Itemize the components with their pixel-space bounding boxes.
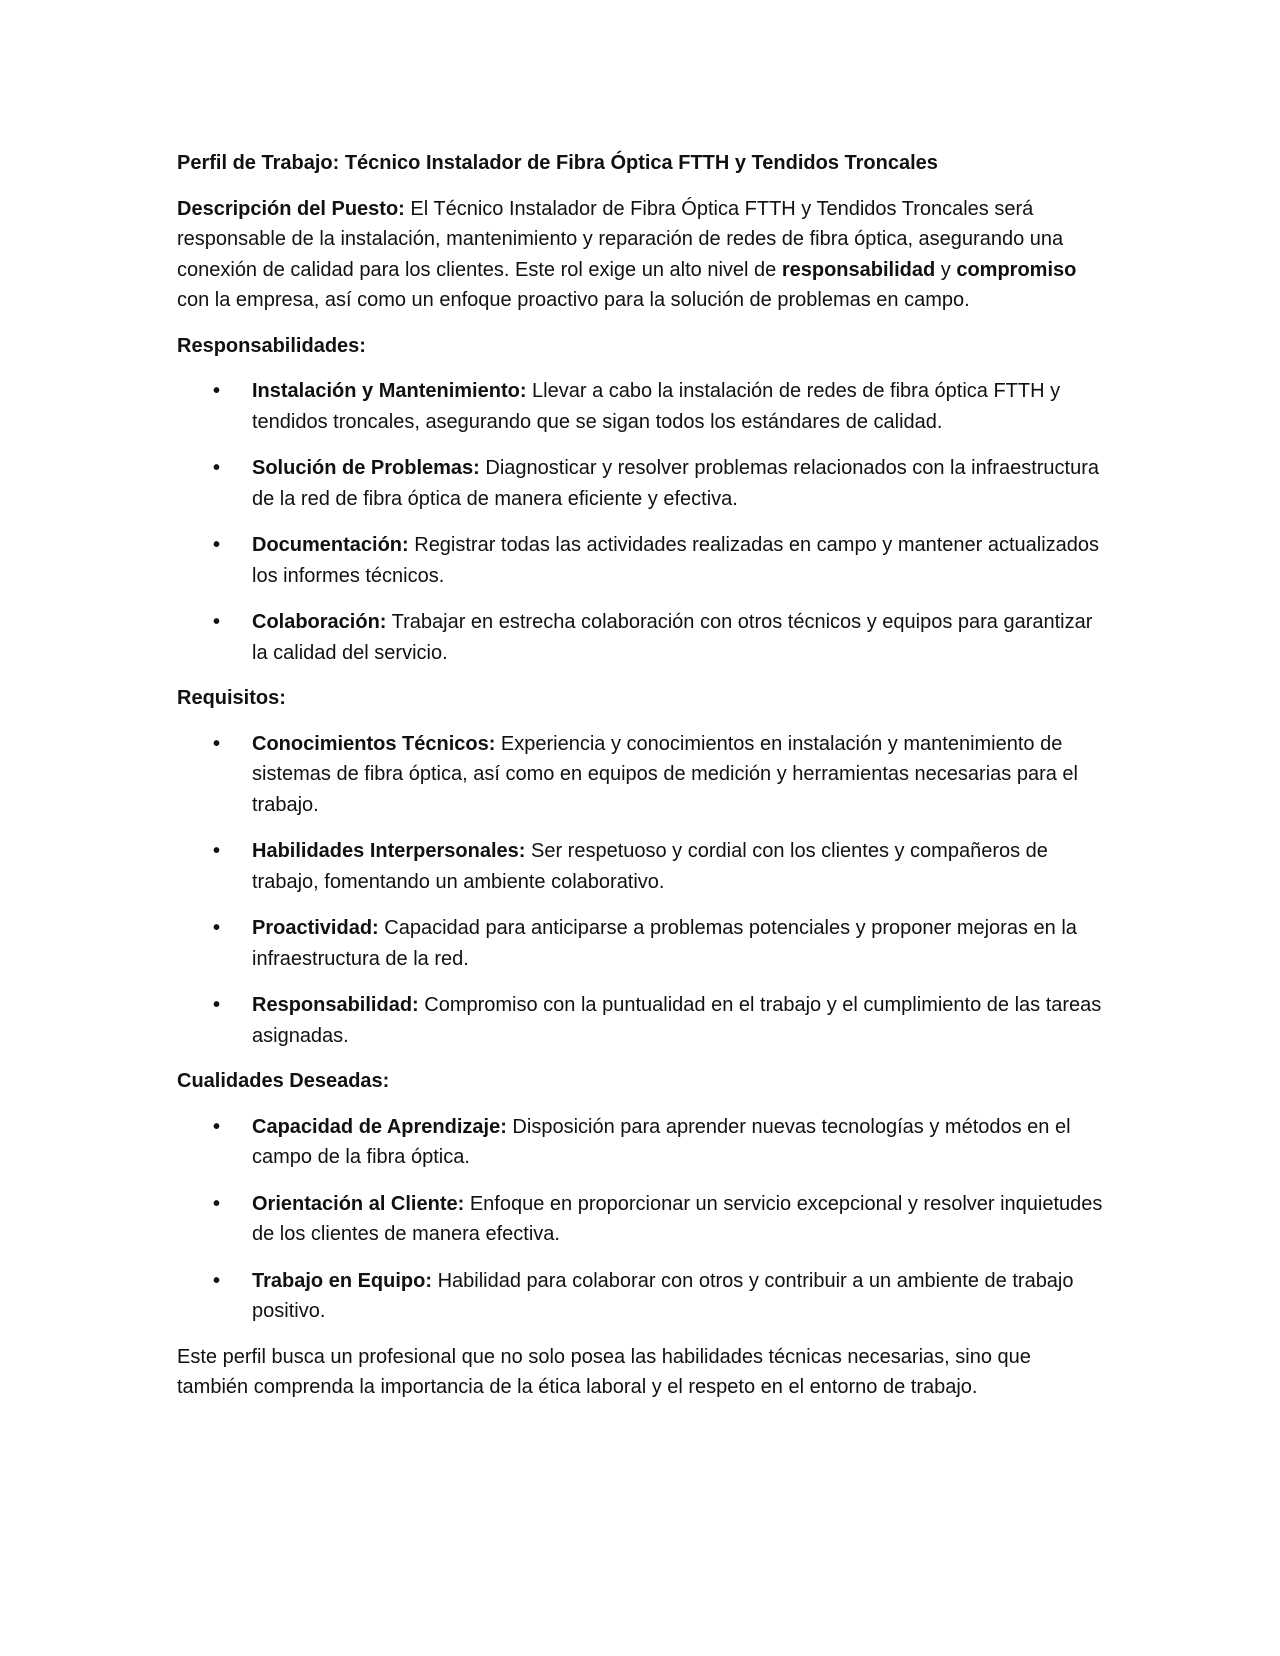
bullet-icon: • xyxy=(213,611,221,633)
description-label: Descripción del Puesto: xyxy=(177,197,405,220)
description-bold-responsabilidad: responsabilidad xyxy=(781,258,936,281)
description-bold-compromiso: compromiso xyxy=(956,258,1077,281)
list-item xyxy=(177,836,1107,897)
item-text: Habilidad para colaborar con otros y contribuir a un ambiente de trabajo positivo. xyxy=(252,1269,1074,1322)
item-label: Responsabilidad: xyxy=(252,994,419,1016)
bullet-icon: • xyxy=(213,1192,221,1215)
description-text-2: y xyxy=(935,258,957,281)
list-item xyxy=(177,990,1107,1051)
item-text: Disposición para aprender nuevas tecnologías y métodos en el campo de la fibra óptica. xyxy=(252,1115,1071,1168)
item-text: Enfoque en proporcionar un servicio excepcional y resolver inquietudes de los clientes de manera efectiva. xyxy=(252,1192,1103,1245)
item-text: Capacidad para anticiparse a problemas potenciales y proponer mejoras en la infraestructura de la red. xyxy=(252,917,1077,970)
list-item xyxy=(177,530,1107,591)
item-label: Solución de Problemas: xyxy=(252,457,480,479)
document-page xyxy=(177,148,1107,1418)
item-label: Habilidades Interpersonales: xyxy=(252,840,526,862)
list-item xyxy=(177,913,1107,974)
document-title: Perfil de Trabajo: Técnico Instalador de Fibra Óptica FTTH y Tendidos Troncales xyxy=(177,152,938,174)
requirements-heading: Requisitos: xyxy=(177,687,286,709)
item-text: Trabajar en estrecha colaboración con otros técnicos y equipos para garantizar la calidad del servicio. xyxy=(252,611,1093,664)
item-text: Registrar todas las actividades realizadas en campo y mantener actualizados los informes técnicos. xyxy=(252,534,1100,587)
bullet-icon: • xyxy=(213,457,221,479)
list-item xyxy=(177,453,1107,514)
item-label: Documentación: xyxy=(252,534,409,556)
bullet-icon: • xyxy=(213,534,221,556)
job-description xyxy=(177,194,1107,316)
item-label: Orientación al Cliente: xyxy=(252,1192,465,1215)
description-text-3: con la empresa, así como un enfoque proactivo para la solución de problemas en campo. xyxy=(177,289,970,311)
list-item xyxy=(177,1112,1107,1173)
list-item xyxy=(177,607,1107,668)
list-item xyxy=(177,1266,1107,1327)
item-text: Llevar a cabo la instalación de redes de fibra óptica FTTH y tendidos troncales, asegurando que se sigan todos los estándares de calidad. xyxy=(252,380,1061,433)
bullet-icon: • xyxy=(213,994,221,1016)
item-label: Proactividad: xyxy=(252,917,379,939)
qualities-heading: Cualidades Deseadas: xyxy=(177,1070,390,1092)
bullet-icon: • xyxy=(213,917,221,939)
bullet-icon: • xyxy=(213,1115,221,1138)
bullet-icon: • xyxy=(213,840,221,862)
bullet-icon: • xyxy=(213,1269,221,1292)
description-text-1: El Técnico Instalador de Fibra Óptica FTTH y Tendidos Troncales será responsable de la instalación, mantenimiento y reparación de redes de fibra óptica, asegurando una conexión de calidad para los clientes. Este rol exige un alto nivel de xyxy=(177,197,1064,281)
responsibilities-list xyxy=(177,376,1107,668)
item-label: Trabajo en Equipo: xyxy=(252,1269,433,1292)
item-text: Ser respetuoso y cordial con los clientes y compañeros de trabajo, fomentando un ambiente colaborativo. xyxy=(252,840,1048,893)
responsibilities-heading: Responsabilidades: xyxy=(177,334,366,357)
item-text: Compromiso con la puntualidad en el trabajo y el cumplimiento de las tareas asignadas. xyxy=(252,994,1102,1047)
bullet-icon: • xyxy=(213,380,221,402)
qualities-list xyxy=(177,1112,1107,1327)
list-item xyxy=(177,376,1107,437)
list-item xyxy=(177,729,1107,821)
item-text: Diagnosticar y resolver problemas relacionados con la infraestructura de la red de fibra óptica de manera eficiente y efectiva. xyxy=(252,457,1100,510)
requirements-list xyxy=(177,729,1107,1052)
item-label: Conocimientos Técnicos: xyxy=(252,732,496,755)
bullet-icon: • xyxy=(213,732,221,755)
list-item xyxy=(177,1189,1107,1250)
item-label: Instalación y Mantenimiento: xyxy=(252,380,527,402)
closing-paragraph: Este perfil busca un profesional que no solo posea las habilidades técnicas necesarias, sino que también comprenda la importancia de la ética laboral y el respeto en el entorno de trabajo. xyxy=(177,1345,1031,1398)
item-text: Experiencia y conocimientos en instalación y mantenimiento de sistemas de fibra óptica, así como en equipos de medición y herramientas necesarias para el trabajo. xyxy=(252,732,1078,816)
item-label: Capacidad de Aprendizaje: xyxy=(252,1115,507,1138)
item-label: Colaboración: xyxy=(252,611,387,633)
